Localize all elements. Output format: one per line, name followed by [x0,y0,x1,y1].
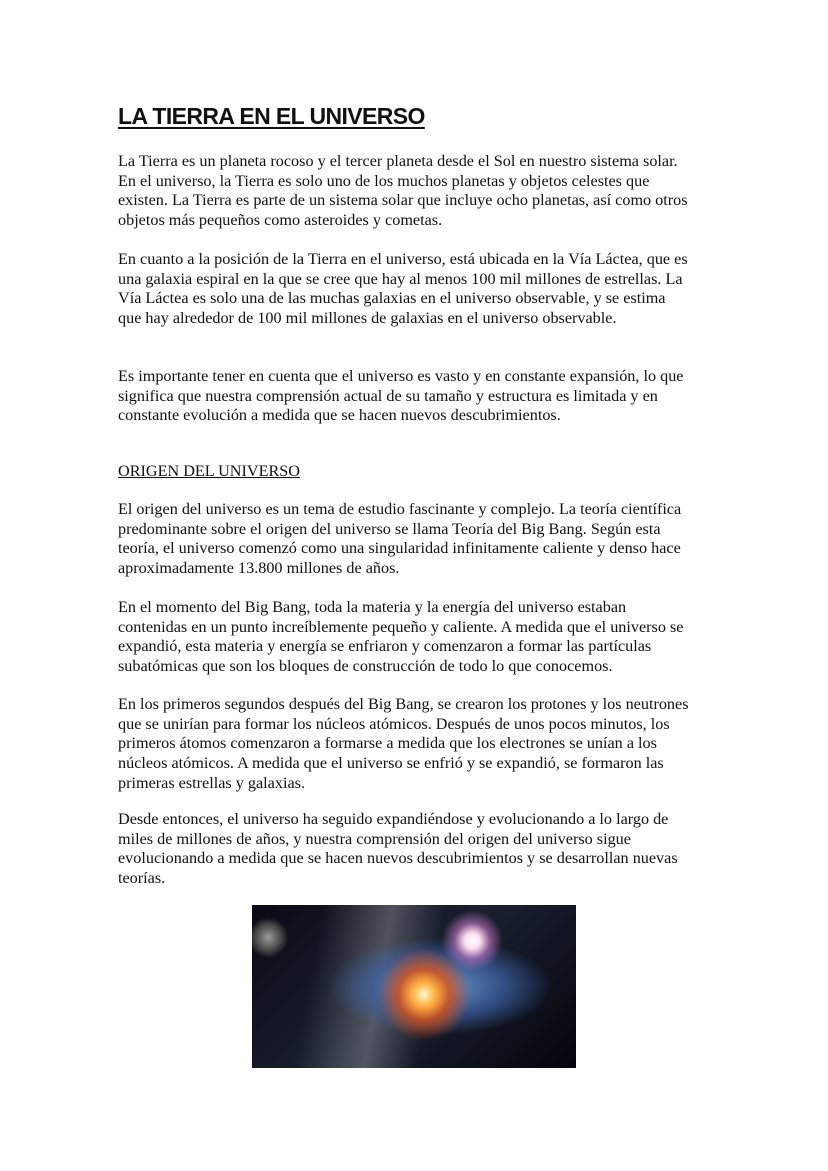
paragraph [118,250,688,329]
text-line: aproximadamente 13.800 millones de años. [118,559,400,578]
section-heading: ORIGEN DEL UNIVERSO [118,462,300,480]
text-line: existen. La Tierra es parte de un sistema solar que incluye ocho planetas, así como otros [118,191,688,210]
text-line: miles de millones de años, y nuestra comprensión del origen del universo sigue [118,829,631,848]
text-line: subatómicas que son los bloques de construcción de todo lo que conocemos. [118,657,613,676]
text-line: Vía Láctea es solo una de las muchas galaxias en el universo observable, y se estima [118,289,666,308]
text-line: expandió, esta materia y energía se enfriaron y comenzaron a formar las partículas [118,637,652,656]
paragraph [118,695,689,794]
text-line: primeros átomos comenzaron a formarse a medida que los electrones se unían a los [118,734,657,753]
text-line: primeras estrellas y galaxias. [118,773,305,792]
text-line: teorías. [118,869,166,888]
text-line: objetos más pequeños como asteroides y cometas. [118,211,443,230]
text-line: evolucionando a medida que se hacen nuevos descubrimientos y se desarrollan nuevas [118,849,678,868]
big-bang-space-image [252,905,576,1068]
text-line: significa que nuestra comprensión actual de su tamaño y estructura es limitada y en [118,386,658,405]
paragraph [118,152,688,231]
paragraph [118,810,678,889]
text-line: una galaxia espiral en la que se cree que hay al menos 100 mil millones de estrellas. La [118,269,683,288]
text-line: teoría, el universo comenzó como una singularidad infinitamente caliente y denso hace [118,539,681,558]
paragraph [118,367,684,426]
paragraph [118,500,681,579]
text-line: constante evolución a medida que se hacen nuevos descubrimientos. [118,406,561,425]
text-line: La Tierra es un planeta rocoso y el tercer planeta desde el Sol en nuestro sistema solar. [118,152,678,170]
text-line: El origen del universo es un tema de estudio fascinante y complejo. La teoría científica [118,500,682,518]
text-line: En el momento del Big Bang, toda la materia y la energía del universo estaban [118,598,627,616]
text-line: que hay alrededor de 100 mil millones de galaxias en el universo observable. [118,309,617,328]
text-line: En el universo, la Tierra es solo uno de los muchos planetas y objetos celestes que [118,171,650,190]
text-line: núcleos atómicos. A medida que el universo se enfrió y se expandió, se formaron las [118,754,664,773]
text-line: Es importante tener en cuenta que el universo es vasto y en constante expansión, lo que [118,367,684,385]
paragraph [118,598,684,677]
text-line: En los primeros segundos después del Big Bang, se crearon los protones y los neutrones [118,695,689,713]
text-line: que se unirían para formar los núcleos atómicos. Después de unos pocos minutos, los [118,714,670,733]
page-title: LA TIERRA EN EL UNIVERSO [118,103,425,129]
text-line: Desde entonces, el universo ha seguido expandiéndose y evolucionando a lo largo de [118,810,669,828]
text-line: predominante sobre el origen del universo se llama Teoría del Big Bang. Según esta [118,519,661,538]
text-line: contenidas en un punto increíblemente pequeño y caliente. A medida que el universo se [118,617,684,636]
text-line: En cuanto a la posición de la Tierra en el universo, está ubicada en la Vía Láctea, que es [118,250,688,268]
